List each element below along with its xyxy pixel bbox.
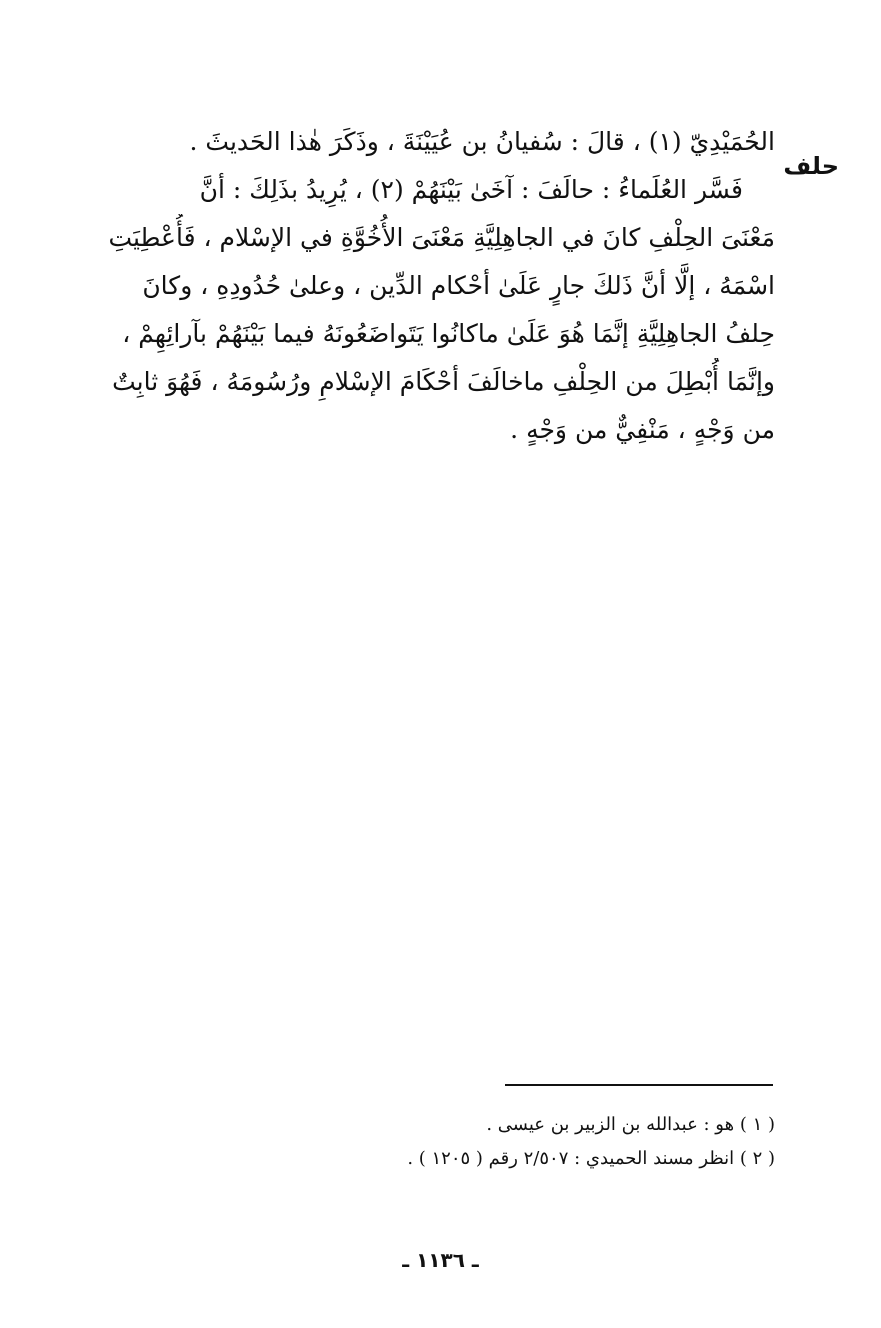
footnotes-block [215, 1108, 775, 1176]
page-number: ـ ١١٣٦ ـ [402, 1248, 479, 1272]
text-line: من وَجْهٍ ، مَنْفِيٌّ من وَجْهٍ . [510, 415, 775, 444]
text-line: اسْمَهُ ، إلَّا أنَّ ذَلكَ جارٍ عَلَىٰ أحْكام الدِّين ، وعلىٰ حُدُودِهِ ، وكانَ [142, 271, 775, 300]
text-line: وإنَّمَا أُبْطِلَ من الحِلْفِ ماخالَفَ أحْكَامَ الإسْلامِ ورُسُومَهُ ، فَهُوَ ثابِتٌ [112, 367, 775, 396]
text-line: فَسَّر العُلَماءُ : حالَفَ : آخَىٰ بَيْنَهُمْ (٢) ، يُرِيدُ بذَلِكَ : أنَّ [199, 175, 743, 204]
text-line: الحُمَيْدِيّ (١) ، قالَ : سُفيانُ بن عُيَيْنَةَ ، وذَكَرَ هٰذا الحَديثَ . [189, 127, 775, 156]
footnote-divider [505, 1084, 773, 1086]
footnote: ( ١ ) هو : عبدالله بن الزبير بن عيسى . [486, 1114, 775, 1135]
footnote: ( ٢ ) انظر مسند الحميدي : ٢/٥٠٧ رقم ( ١٢٠٥ ) . [407, 1148, 775, 1169]
text-line: حِلفُ الجاهِلِيَّةِ إنَّمَا هُوَ عَلَىٰ ماكانُوا يَتَواضَعُونَهُ فيما بَيْنَهُمْ بآرائِهِمْ ، [122, 319, 775, 348]
text-line: مَعْنَىَ الحِلْفِ كانَ في الجاهِلِيَّةِ مَعْنَىَ الأُخُوَّةِ في الإسْلام ، فَأُعْطِيَتِ [108, 223, 775, 252]
margin-keyword: حلف [783, 152, 839, 180]
main-text-block [105, 118, 775, 454]
